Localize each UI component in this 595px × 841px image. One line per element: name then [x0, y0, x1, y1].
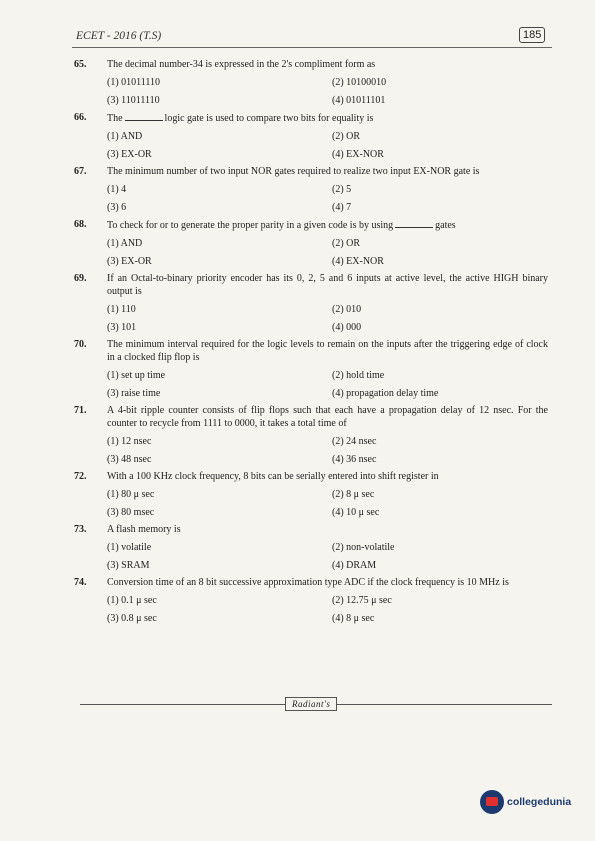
question-text-after: gates [435, 220, 456, 231]
question-text: The decimal number-34 is expressed in the 2's compliment form as [107, 59, 376, 70]
option-3: (3) 6 [107, 202, 127, 213]
option-4: (4) 36 nsec [332, 454, 377, 465]
question-number: 70. [74, 339, 87, 350]
collegedunia-logo-icon [480, 790, 504, 814]
options [107, 237, 554, 268]
option-3: (3) 0.8 μ sec [107, 613, 157, 624]
option-4: (4) DRAM [332, 560, 377, 571]
question-number: 71. [74, 405, 87, 416]
question-text-before: To check for or to generate the proper parity in a given code is by using [107, 220, 394, 231]
option-3: (3) 80 msec [107, 507, 155, 518]
option-1: (1) AND [107, 131, 143, 142]
options [107, 435, 554, 466]
question-number: 74. [74, 577, 87, 588]
option-1: (1) AND [107, 238, 143, 249]
question-number: 68. [74, 219, 87, 230]
question-number: 69. [74, 273, 87, 284]
question-text: The minimum number of two input NOR gates required to realize two input EX-NOR gate is [107, 166, 480, 177]
answer-blank [125, 111, 163, 121]
question-73 [74, 523, 554, 572]
option-2: (2) non-volatile [332, 542, 395, 553]
question-69 [74, 272, 554, 334]
option-4: (4) 01011101 [332, 95, 386, 106]
option-1: (1) volatile [107, 542, 152, 553]
question-text: Conversion time of an 8 bit successive approximation type ADC if the clock frequency is 10 MHz is [107, 577, 509, 588]
question-text: A 4-bit ripple counter consists of flip flops such that each have a propagation delay of 12 nsec. For the counter to recycle from 1111 to 0000, it takes a total time of [107, 405, 548, 429]
option-2: (2) OR [332, 238, 361, 249]
options [107, 303, 554, 334]
question-text: A flash memory is [107, 524, 181, 535]
option-4: (4) propagation delay time [332, 388, 439, 399]
options [107, 594, 554, 625]
question-70 [74, 338, 554, 400]
logo-text: collegedunia [507, 796, 572, 808]
question-text: If an Octal-to-binary priority encoder has its 0, 2, 5 and 6 inputs at active level, the active HIGH binary output is [107, 273, 548, 297]
option-2: (2) 8 μ sec [332, 489, 375, 500]
option-1: (1) 110 [107, 304, 136, 315]
page-number: 185 [519, 27, 545, 43]
option-3: (3) 48 nsec [107, 454, 152, 465]
question-number: 67. [74, 166, 87, 177]
option-2: (2) 10100010 [332, 77, 387, 88]
option-3: (3) EX-OR [107, 149, 152, 160]
question-text [107, 111, 554, 125]
answer-blank [395, 218, 433, 228]
option-1: (1) 0.1 μ sec [107, 595, 157, 606]
option-1: (1) 12 nsec [107, 436, 152, 447]
question-65 [74, 58, 554, 107]
option-2: (2) 5 [332, 184, 352, 195]
question-67 [74, 165, 554, 214]
footer-label: Radiant's [285, 697, 337, 711]
question-number: 73. [74, 524, 87, 535]
option-3: (3) raise time [107, 388, 161, 399]
watermark-logo [480, 790, 571, 814]
option-4: (4) 7 [332, 202, 352, 213]
options [107, 76, 554, 107]
question-72 [74, 470, 554, 519]
option-1: (1) set up time [107, 370, 166, 381]
options [107, 369, 554, 400]
options [107, 130, 554, 161]
question-text-after: logic gate is used to compare two bits for equality is [164, 113, 374, 124]
question-number: 65. [74, 59, 87, 70]
option-2: (2) 010 [332, 304, 362, 315]
option-4: (4) 000 [332, 322, 362, 333]
question-list [74, 58, 554, 629]
question-66 [74, 111, 554, 161]
options [107, 183, 554, 214]
question-74 [74, 576, 554, 625]
header-divider [72, 47, 552, 48]
option-4: (4) EX-NOR [332, 256, 384, 267]
option-2: (2) 12.75 μ sec [332, 595, 392, 606]
option-4: (4) EX-NOR [332, 149, 384, 160]
option-3: (3) 101 [107, 322, 137, 333]
options [107, 488, 554, 519]
option-2: (2) hold time [332, 370, 385, 381]
question-71 [74, 404, 554, 466]
option-2: (2) 24 nsec [332, 436, 377, 447]
question-68 [74, 218, 554, 268]
option-1: (1) 80 μ sec [107, 489, 155, 500]
option-3: (3) 11011110 [107, 95, 160, 106]
question-number: 72. [74, 471, 87, 482]
question-text [107, 218, 554, 232]
page-header-title: ECET - 2016 (T.S) [76, 30, 162, 42]
option-2: (2) OR [332, 131, 361, 142]
question-text-before: The [107, 113, 123, 124]
options [107, 541, 554, 572]
option-3: (3) EX-OR [107, 256, 152, 267]
question-text: With a 100 KHz clock frequency, 8 bits can be serially entered into shift register in [107, 471, 439, 482]
question-number: 66. [74, 112, 87, 123]
option-1: (1) 4 [107, 184, 127, 195]
option-4: (4) 10 μ sec [332, 507, 380, 518]
option-3: (3) SRAM [107, 560, 150, 571]
option-4: (4) 8 μ sec [332, 613, 375, 624]
question-text: The minimum interval required for the logic levels to remain on the inputs after the triggering edge of clock in a clocked flip flop is [107, 339, 548, 363]
option-1: (1) 01011110 [107, 77, 161, 88]
